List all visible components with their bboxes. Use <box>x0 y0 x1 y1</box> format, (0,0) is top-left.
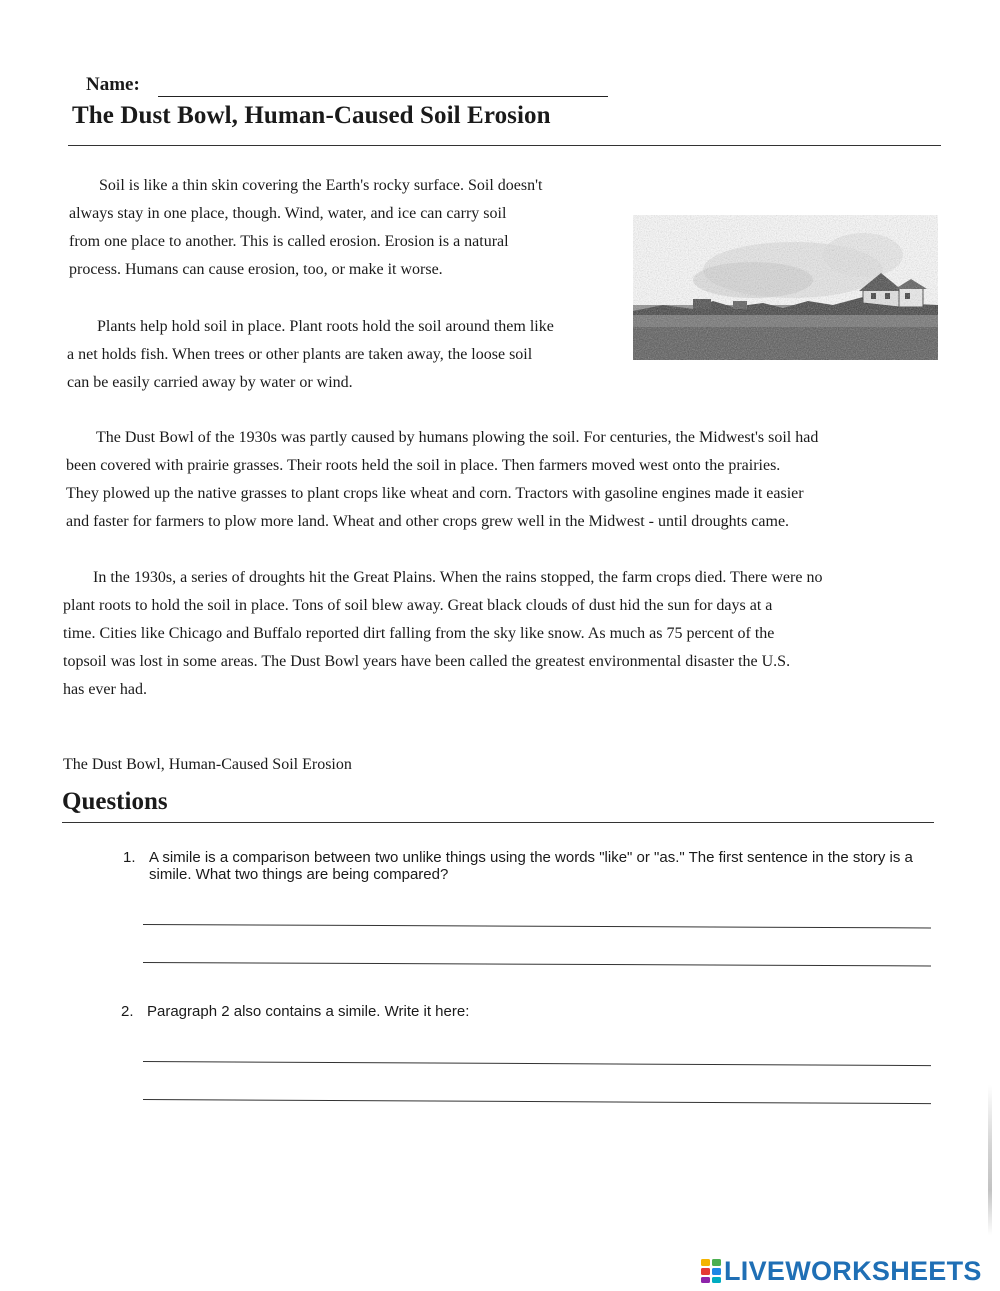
paragraph-line: They plowed up the native grasses to plant crops like wheat and corn. Tractors with gasoline engines made it easier <box>66 485 804 502</box>
question-number: 2. <box>121 1003 134 1020</box>
question-1 <box>123 849 943 883</box>
paragraph-line: a net holds fish. When trees or other plants are taken away, the loose soil <box>67 346 533 363</box>
title-divider <box>68 145 941 146</box>
dust-storm-farm-photo <box>633 215 938 360</box>
brand-name: LIVEWORKSHEETS <box>724 1255 982 1286</box>
section-repeat-title: The Dust Bowl, Human-Caused Soil Erosion <box>63 756 352 773</box>
answer-line-1b[interactable] <box>143 962 931 966</box>
question-text: A simile is a comparison between two unlike things using the words "like" or "as." The first sentence in the story is a simile. What two things are being compared? <box>149 849 913 883</box>
paragraph-line: time. Cities like Chicago and Buffalo reported dirt falling from the sky like snow. As much as 75 percent of the <box>63 625 775 642</box>
liveworksheets-logo-icon <box>700 1258 722 1284</box>
page-title: The Dust Bowl, Human-Caused Soil Erosion <box>72 102 551 129</box>
question-number: 1. <box>123 849 136 866</box>
question-text: Paragraph 2 also contains a simile. Write it here: <box>147 1003 470 1020</box>
answer-line-1a[interactable] <box>143 924 931 928</box>
scan-edge-mark <box>988 1085 992 1235</box>
paragraph-line: The Dust Bowl of the 1930s was partly caused by humans plowing the soil. For centuries, the Midwest's soil had <box>96 429 819 446</box>
answer-line-2b[interactable] <box>143 1099 931 1104</box>
paragraph-line: been covered with prairie grasses. Their roots held the soil in place. Then farmers moved west onto the prairies. <box>66 457 781 474</box>
paragraph-3 <box>66 424 946 536</box>
paragraph-line: has ever had. <box>63 681 147 698</box>
paragraph-line: Soil is like a thin skin covering the Earth's rocky surface. Soil doesn't <box>99 177 543 194</box>
name-label: Name: <box>86 74 140 95</box>
answer-line-2a[interactable] <box>143 1061 931 1066</box>
paragraph-4 <box>63 564 943 704</box>
paragraph-line: process. Humans can cause erosion, too, or make it worse. <box>69 261 443 278</box>
paragraph-line: In the 1930s, a series of droughts hit the Great Plains. When the rains stopped, the farm crops died. There were no <box>93 569 823 586</box>
paragraph-line: from one place to another. This is called erosion. Erosion is a natural <box>69 233 509 250</box>
paragraph-line: always stay in one place, though. Wind, water, and ice can carry soil <box>69 205 507 222</box>
paragraph-line: can be easily carried away by water or wind. <box>67 374 353 391</box>
paragraph-line: plant roots to hold the soil in place. Tons of soil blew away. Great black clouds of dust hid the sun for days at a <box>63 597 773 614</box>
questions-heading: Questions <box>62 788 168 815</box>
liveworksheets-brand <box>700 1254 982 1288</box>
paragraph-1 <box>69 172 629 284</box>
paragraph-line: topsoil was lost in some areas. The Dust Bowl years have been called the greatest environmental disaster the U.S. <box>63 653 791 670</box>
questions-divider <box>62 822 934 823</box>
question-2 <box>121 1003 941 1020</box>
paragraph-line: and faster for farmers to plow more land. Wheat and other crops grew well in the Midwest - until droughts came. <box>66 513 790 530</box>
paragraph-line: Plants help hold soil in place. Plant roots hold the soil around them like <box>97 318 554 335</box>
paragraph-2 <box>67 313 627 397</box>
name-input-line[interactable] <box>158 96 608 97</box>
